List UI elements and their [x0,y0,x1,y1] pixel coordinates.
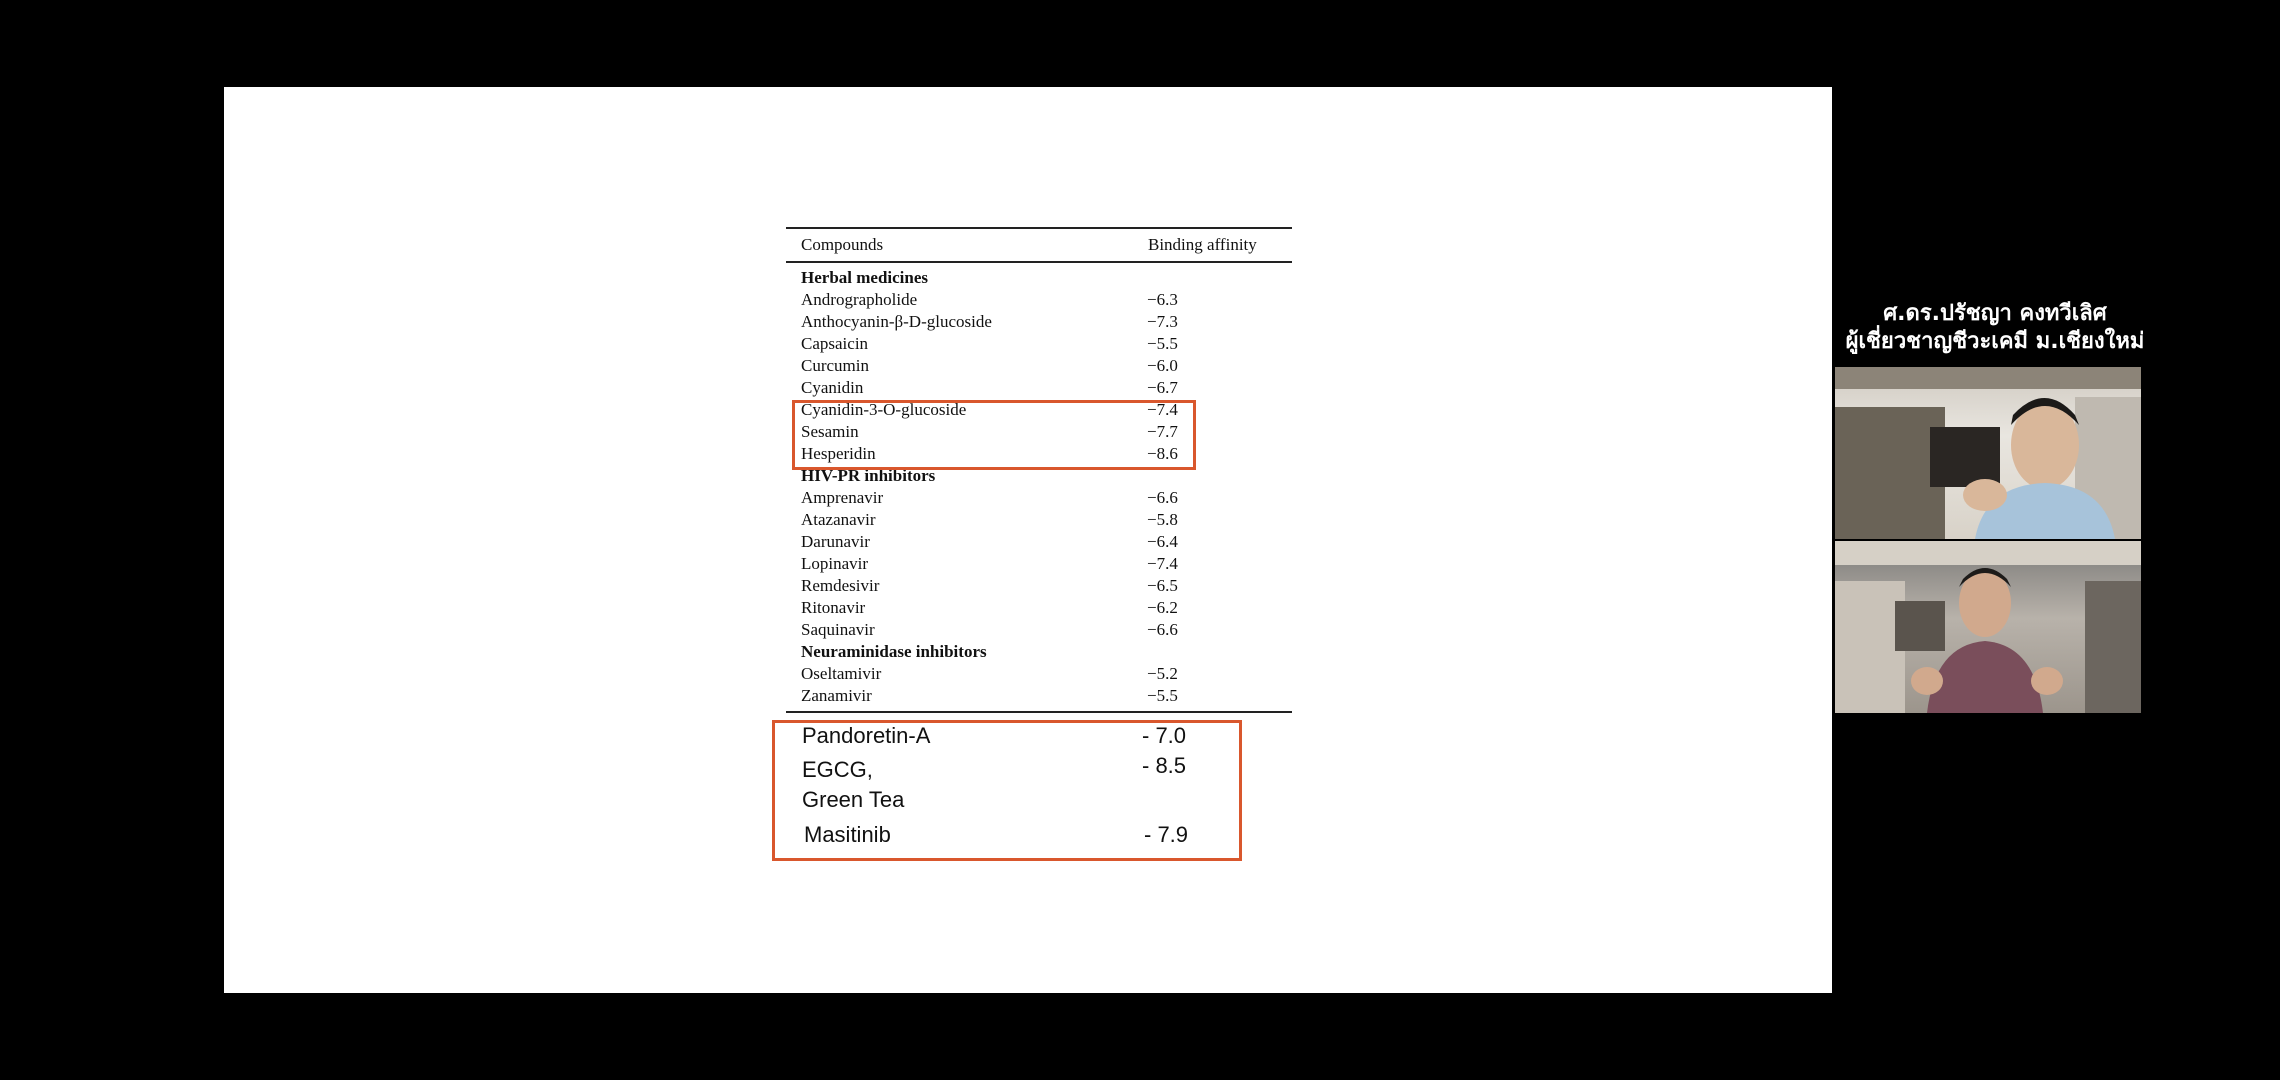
table-bottom-rule [786,711,1292,713]
table-row: Capsaicin −5.5 [801,334,1178,353]
addition-name: Masitinib [804,822,891,847]
video-feed-host [1835,541,2141,713]
table-row: Hesperidin −8.6 [801,444,1178,463]
group-title-neuraminidase: Neuraminidase inhibitors [801,642,987,661]
person-silhouette-icon [1835,367,2141,539]
speaker-title: ผู้เชี่ยวชาญชีวะเคมี ม.เชียงใหม่ [1845,329,2145,354]
group-title-hiv-pr: HIV-PR inhibitors [801,466,936,485]
compounds-header: Compounds [801,235,884,254]
presentation-slide [224,87,1832,993]
speaker-caption [1830,300,2160,356]
table-row: Sesamin −7.7 [801,422,1178,441]
table-row: Cyanidin −6.7 [801,378,1178,397]
table-row: Andrographolide −6.3 [801,290,1178,309]
addition-name: Pandoretin-A [802,723,931,748]
group-title-herbal: Herbal medicines [801,268,929,287]
addition-name-line2: Green Tea [802,787,905,812]
table-row: Anthocyanin-β-D-glucoside −7.3 [801,312,1178,331]
binding-affinity-table [786,227,1292,713]
table-header-row [786,229,1292,261]
addition-name: EGCG, [802,757,873,782]
addition-value: - 8.5 [1142,753,1187,778]
addition-value: - 7.9 [1144,822,1189,847]
table-row: Atazanavir −5.8 [801,510,1178,529]
table-row: Saquinavir −6.6 [801,620,1178,639]
video-feed-speaker [1835,367,2141,539]
binding-affinity-header: Binding affinity [1148,235,1257,254]
table-row: Oseltamivir −5.2 [801,664,1178,683]
table-row: Cyanidin-3-O-glucoside −7.4 [801,400,1178,419]
table-row: Ritonavir −6.2 [801,598,1178,617]
table-row: Zanamivir −5.5 [801,686,1178,705]
table-row: Curcumin −6.0 [801,356,1178,375]
highlight-box-herbal [792,400,1196,470]
addition-value: - 7.0 [1142,723,1187,748]
table-row: Darunavir −6.4 [801,532,1178,551]
person-silhouette-icon [1835,541,2141,713]
speaker-name: ศ.ดร.ปรัชญา คงทวีเลิศ [1883,301,2107,326]
table-row: Remdesivir −6.5 [801,576,1178,595]
table-row: Amprenavir −6.6 [801,488,1178,507]
table-row: Lopinavir −7.4 [801,554,1178,573]
